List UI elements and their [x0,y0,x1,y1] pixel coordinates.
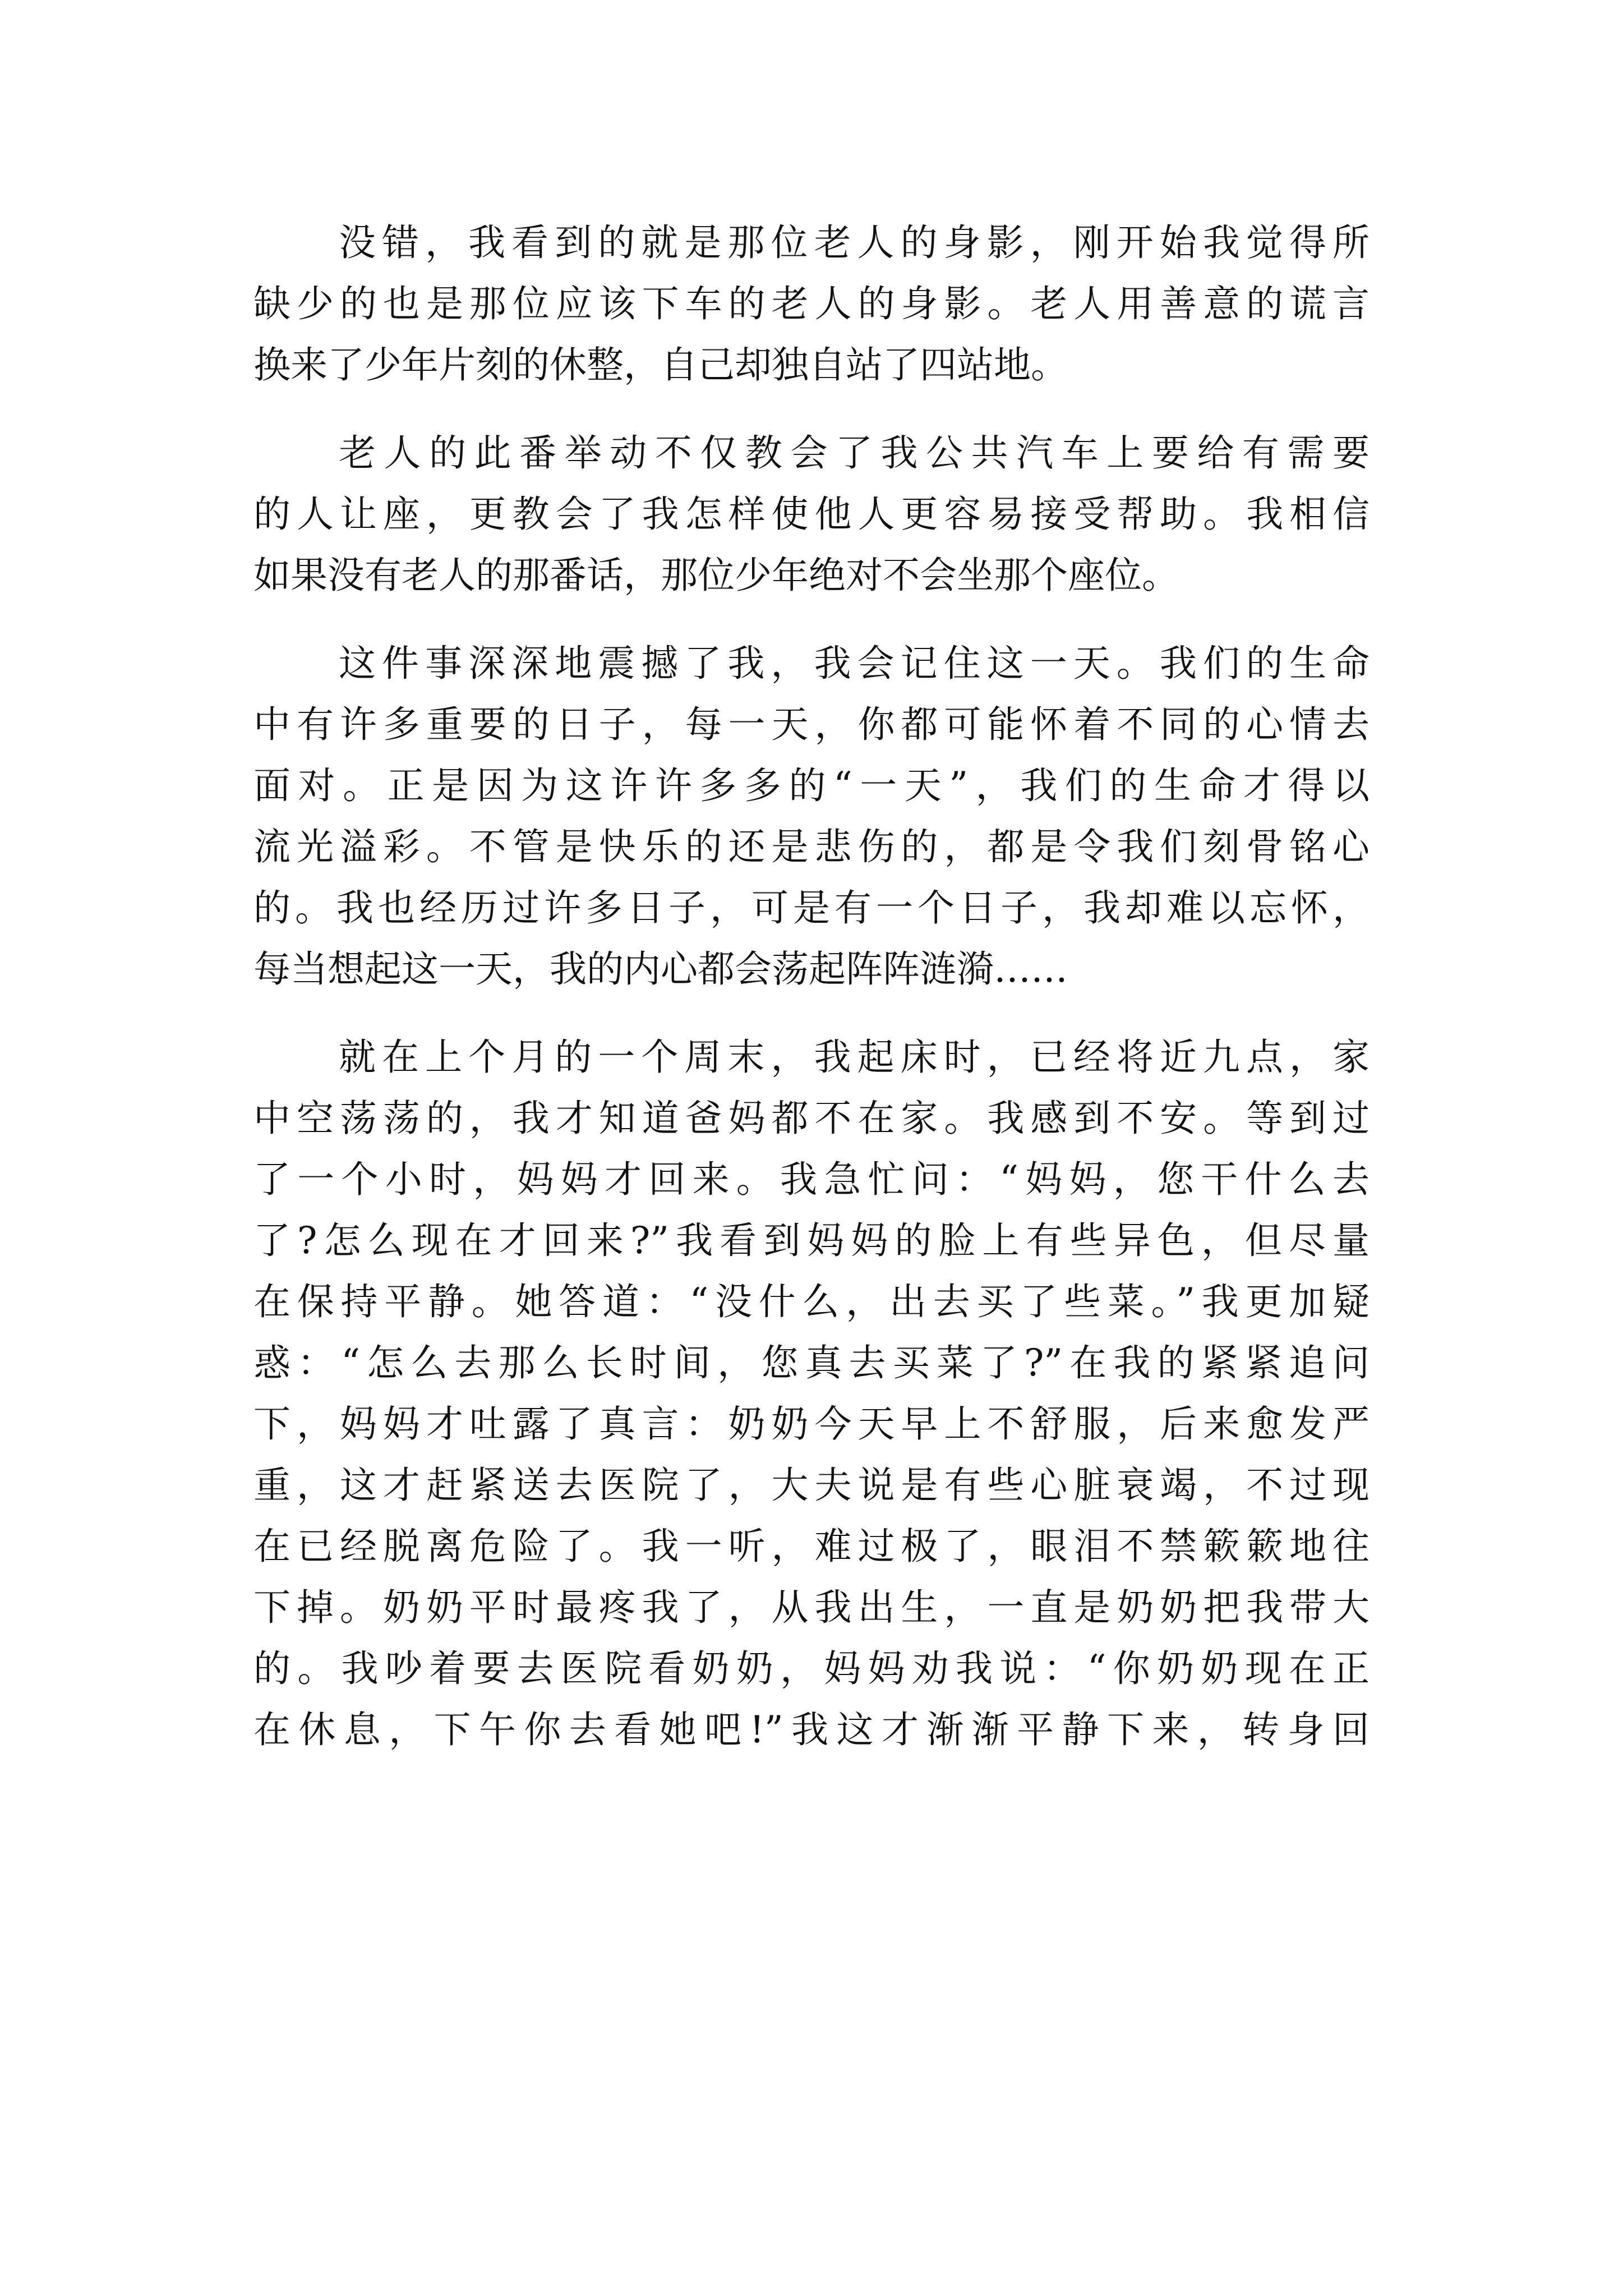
text-line: 的。我吵着要去医院看奶奶，妈妈劝我说：“你奶奶现在正 [253,1647,1370,1690]
text-line: 面对。正是因为这许许多多的“一天”，我们的生命才得以 [253,764,1370,807]
text-line: 了?怎么现在才回来?”我看到妈妈的脸上有些异色，但尽量 [253,1219,1370,1262]
text-line: 在休息，下午你去看她吧!”我这才渐渐平静下来，转身回 [253,1708,1370,1751]
text-line: 没错，我看到的就是那位老人的身影，刚开始我觉得所 [339,221,1370,264]
text-line: 的人让座，更教会了我怎样使他人更容易接受帮助。我相信 [253,493,1370,536]
text-line: 这件事深深地震撼了我，我会记住这一天。我们的生命 [339,642,1370,685]
text-line: 下，妈妈才吐露了真言：奶奶今天早上不舒服，后来愈发严 [253,1402,1370,1446]
text-line: 老人的此番举动不仅教会了我公共汽车上要给有需要 [339,431,1370,475]
text-line: 在已经脱离危险了。我一听，难过极了，眼泪不禁簌簌地往 [253,1525,1370,1568]
body-text [253,212,1370,1760]
text-line: 惑：“怎么去那么长时间，您真去买菜了?”在我的紧紧追问 [253,1341,1370,1384]
text-line: 流光溢彩。不管是快乐的还是悲伤的，都是令我们刻骨铭心 [253,825,1370,868]
text-line: 中有许多重要的日子，每一天，你都可能怀着不同的心情去 [253,703,1370,746]
paragraph-4 [253,1027,1370,1760]
text-line: 重，这才赶紧送去医院了，大夫说是有些心脏衰竭，不过现 [253,1464,1370,1507]
text-line: 换来了少年片刻的休整，自己却独自站了四站地。 [253,343,1068,386]
text-line: 缺少的也是那位应该下车的老人的身影。老人用善意的谎言 [253,282,1370,325]
paragraph-3 [253,633,1370,1000]
text-line: 下掉。奶奶平时最疼我了，从我出生，一直是奶奶把我带大 [253,1586,1370,1629]
text-line: 在保持平静。她答道：“没什么，出去买了些菜。”我更加疑 [253,1280,1370,1323]
text-line: 每当想起这一天，我的内心都会荡起阵阵涟漪…… [253,947,1068,991]
paragraph-1 [253,212,1370,395]
text-line: 如果没有老人的那番话，那位少年绝对不会坐那个座位。 [253,554,1179,597]
text-line: 就在上个月的一个周末，我起床时，已经将近九点，家 [339,1036,1370,1079]
text-line: 中空荡荡的，我才知道爸妈都不在家。我感到不安。等到过 [253,1097,1370,1140]
text-line: 了一个小时，妈妈才回来。我急忙问：“妈妈，您干什么去 [253,1158,1370,1201]
paragraph-2 [253,422,1370,606]
text-line: 的。我也经历过许多日子，可是有一个日子，我却难以忘怀， [253,886,1370,930]
